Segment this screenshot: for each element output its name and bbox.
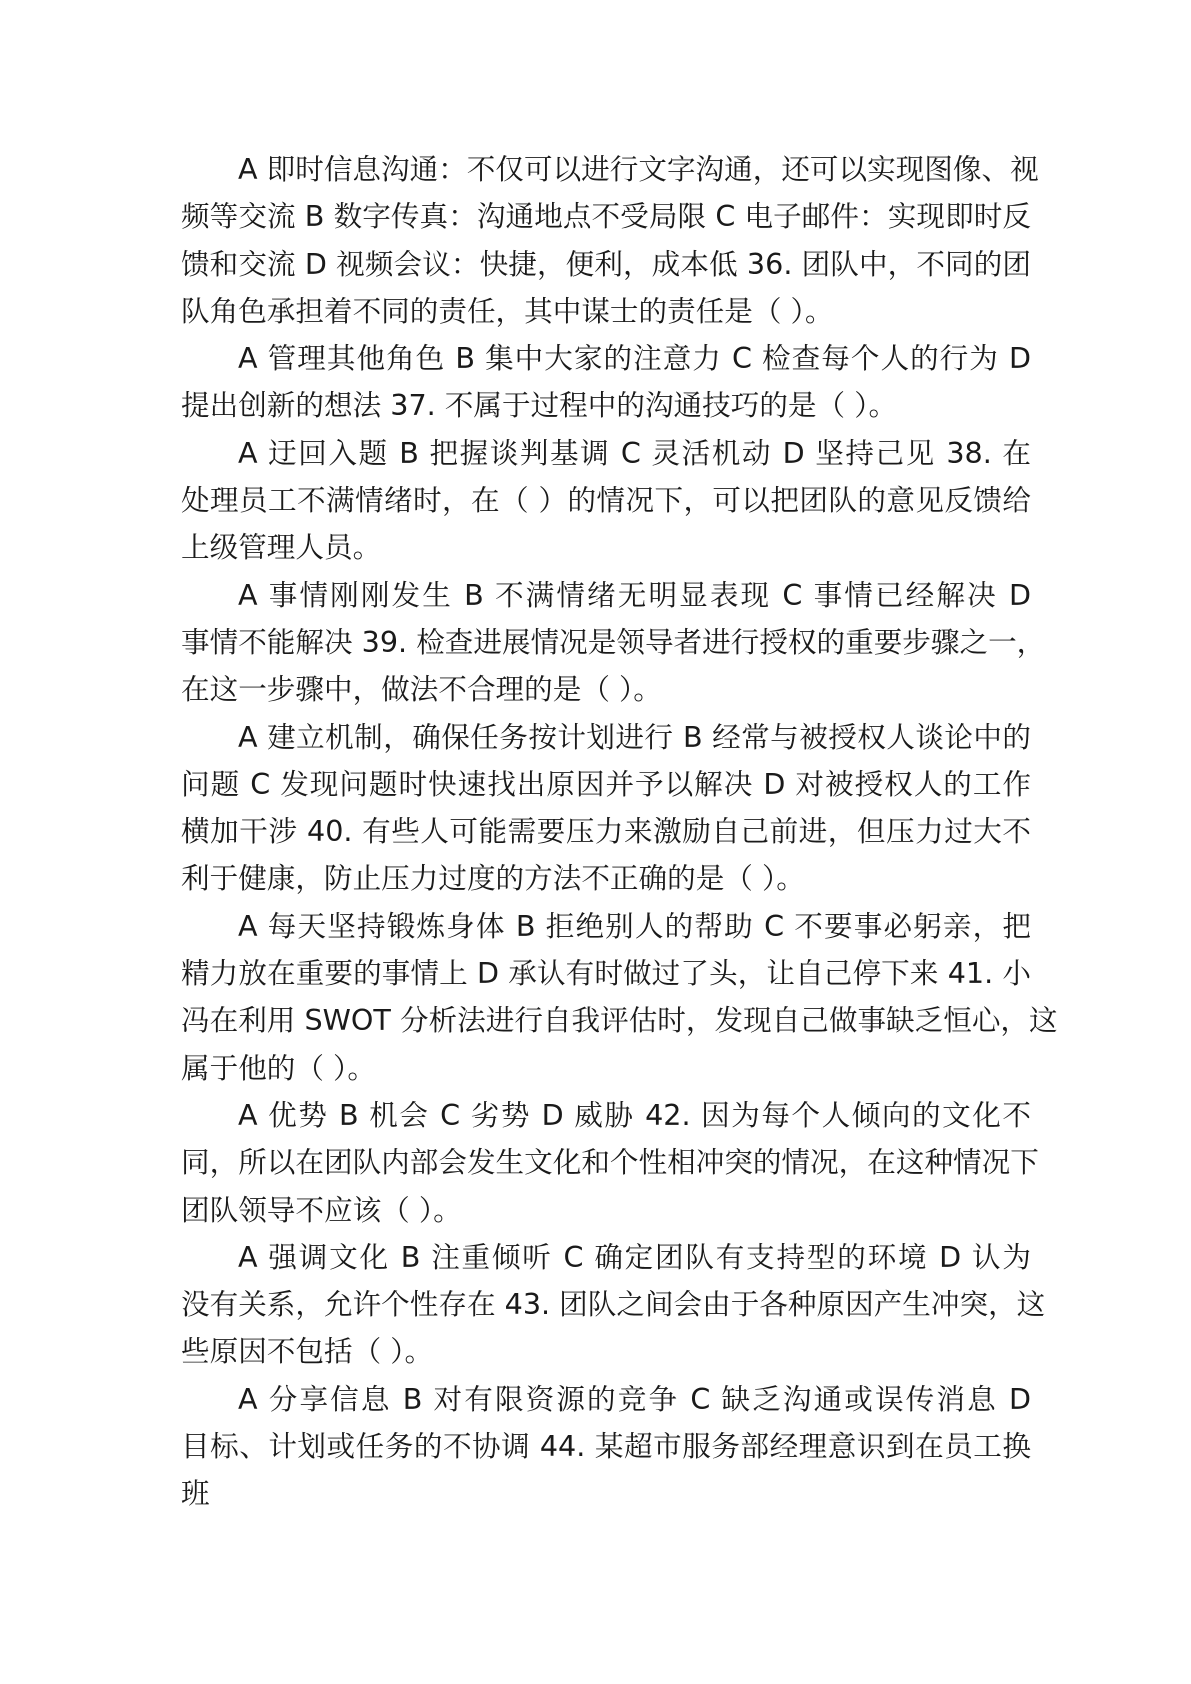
text-line: A 每天坚持锻炼身体 B 拒绝别人的帮助 C 不要事必躬亲，把 [238, 908, 1031, 943]
text-line: A 迂回入题 B 把握谈判基调 C 灵活机动 D 坚持己见 38. 在 [238, 435, 1031, 470]
text-line: A 建立机制，确保任务按计划进行 B 经常与被授权人谈论中的 [238, 719, 1031, 754]
text-line: A 事情刚刚发生 B 不满情绪无明显表现 C 事情已经解决 D [238, 577, 1031, 612]
text-line: 精力放在重要的事情上 D 承认有时做过了头，让自己停下来 41. 小 [181, 956, 1031, 991]
text-line: 些原因不包括（ ）。 [181, 1334, 434, 1369]
text-line: A 优势 B 机会 C 劣势 D 威胁 42. 因为每个人倾向的文化不 [238, 1097, 1031, 1132]
text-line: 目标、计划或任务的不协调 44. 某超市服务部经理意识到在员工换 [181, 1429, 1031, 1464]
text-line: 上级管理人员。 [181, 530, 382, 565]
text-line: 冯在利用 SWOT 分析法进行自我评估时，发现自己做事缺乏恒心，这 [181, 1003, 1058, 1038]
text-line: 事情不能解决 39. 检查进展情况是领导者进行授权的重要步骤之一， [181, 624, 1046, 659]
text-line: 频等交流 B 数字传真：沟通地点不受局限 C 电子邮件：实现即时反 [181, 199, 1031, 234]
text-line: 横加干涉 40. 有些人可能需要压力来激励自己前进，但压力过大不 [181, 814, 1031, 849]
text-line: 团队领导不应该（ ）。 [181, 1192, 462, 1227]
document-body [181, 146, 1058, 1518]
text-line: 队角色承担着不同的责任，其中谋士的责任是（ ）。 [181, 293, 834, 328]
text-line: 没有关系，允许个性存在 43. 团队之间会由于各种原因产生冲突，这 [181, 1287, 1046, 1322]
text-line: 属于他的（ ）。 [181, 1050, 376, 1085]
text-line: 班 [181, 1476, 210, 1511]
text-line: 问题 C 发现问题时快速找出原因并予以解决 D 对被授权人的工作 [181, 766, 1031, 801]
text-line: 在这一步骤中，做法不合理的是（ ）。 [181, 672, 662, 707]
text-line: 处理员工不满情绪时，在（ ）的情况下，可以把团队的意见反馈给 [181, 483, 1031, 518]
text-line: A 管理其他角色 B 集中大家的注意力 C 检查每个人的行为 D [238, 341, 1031, 376]
text-line: A 分享信息 B 对有限资源的竞争 C 缺乏沟通或误传消息 D [238, 1381, 1031, 1416]
text-line: 利于健康，防止压力过度的方法不正确的是（ ）。 [181, 861, 805, 896]
text-line: A 强调文化 B 注重倾听 C 确定团队有支持型的环境 D 认为 [238, 1239, 1031, 1274]
text-line: 馈和交流 D 视频会议：快捷，便利，成本低 36. 团队中，不同的团 [181, 246, 1031, 281]
text-line: 同，所以在团队内部会发生文化和个性相冲突的情况，在这种情况下 [181, 1145, 1039, 1180]
text-line: A 即时信息沟通：不仅可以进行文字沟通，还可以实现图像、视 [238, 152, 1039, 186]
text-line: 提出创新的想法 37. 不属于过程中的沟通技巧的是（ ）。 [181, 388, 898, 423]
